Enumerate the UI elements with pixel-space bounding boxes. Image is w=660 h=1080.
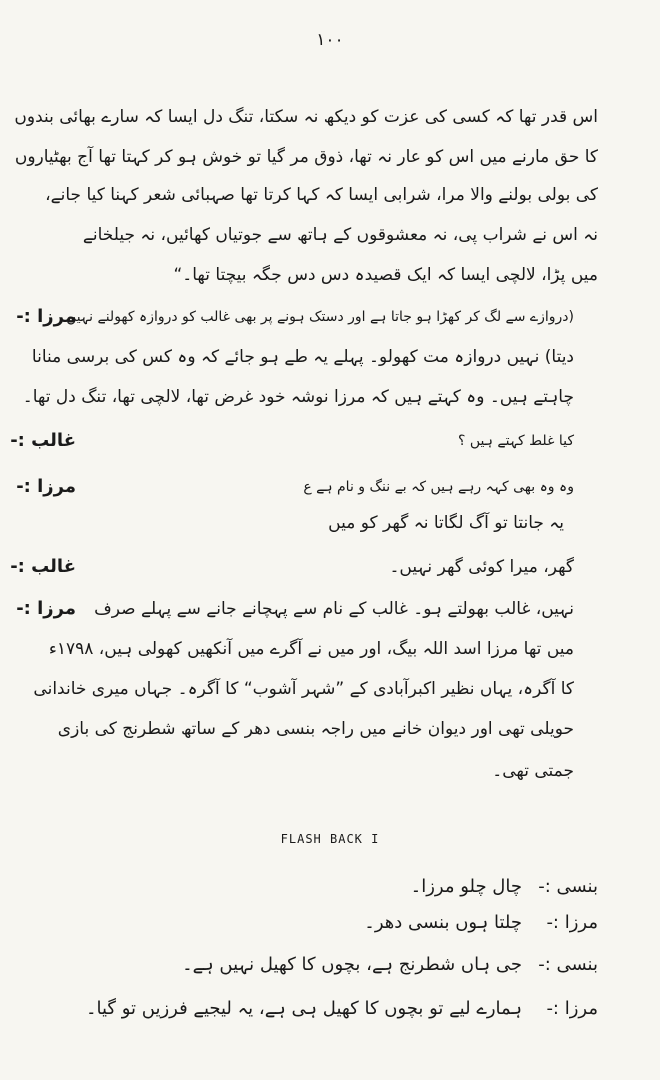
speaker-label: مرزا :- — [546, 912, 598, 933]
paragraph-line: کی بولی بولنے والا مرا، شرابی ایسا کہ کہا کرتا تھا صہبائی شعر کہنا کیا جانے، — [45, 185, 598, 205]
dialogue-line: چاہتے ہیں۔ وہ کہتے ہیں کہ مرزا نوشہ خود غرض تھا، لالچی تھا، تنگ دل تھا۔ — [22, 387, 574, 407]
dialogue-line: کا آگرہ، یہاں نظیر اکبرآبادی کے ”شہر آشوب“ کا آگرہ۔ جہاں میری خاندانی — [33, 679, 574, 699]
page-number: ۱۰۰ — [316, 30, 344, 50]
speaker-label: بنسی :- — [538, 876, 598, 897]
speaker-label: غالب :- — [10, 430, 76, 451]
speaker-label: مرزا :- — [16, 598, 76, 619]
dialogue-line: نہیں، غالب بھولتے ہو۔ غالب کے نام سے پہچانے جانے سے پہلے صرف — [94, 599, 574, 619]
paragraph-line: میں پڑا، لالچی ایسا کہ ایک قصیدہ دس دس جگہ بیچتا تھا۔“ — [173, 265, 598, 285]
verse-line: وہ وہ بھی کہہ رہے ہیں کہ بے ننگ و نام ہے ع — [303, 479, 574, 495]
speaker-label: مرزا :- — [546, 998, 598, 1019]
dialogue-line: جی ہاں شطرنج ہے، بچوں کا کھیل نہیں ہے۔ — [182, 954, 522, 975]
paragraph-line: کا حق مارنے میں اس کو عار نہ تھا، ذوق مر گیا تو خوش ہو کر کہتا تھا آج بھٹیاروں — [14, 147, 598, 167]
speaker-label: غالب :- — [10, 556, 76, 577]
verse-line: یہ جانتا تو آگ لگاتا نہ گھر کو میں — [328, 513, 564, 533]
dialogue-line: ہمارے لیے تو بچوں کا کھیل ہی ہے، یہ لیجیے فرزیں تو گیا۔ — [85, 998, 522, 1019]
dialogue-line: چلتا ہوں بنسی دھر۔ — [364, 912, 522, 933]
speaker-label: مرزا :- — [16, 476, 76, 497]
paragraph-line: اس قدر تھا کہ کسی کی عزت کو دیکھ نہ سکتا، تنگ دل ایسا کہ سارے بھائی بندوں — [14, 107, 598, 127]
dialogue-line: کیا غلط کہتے ہیں ؟ — [457, 433, 574, 449]
dialogue-line: میں تھا مرزا اسد اللہ بیگ، اور میں نے آگرے میں آنکھیں کھولی ہیں، ۱۷۹۸ء — [48, 639, 574, 659]
dialogue-line: چال چلو مرزا۔ — [410, 876, 522, 897]
dialogue-line: حویلی تھی اور دیوان خانے میں راجہ بنسی دھر کے ساتھ شطرنج کی بازی — [57, 719, 574, 739]
dialogue-line: جمتی تھی۔ — [492, 761, 574, 781]
dialogue-line: دیتا) نہیں دروازہ مت کھولو۔ پہلے یہ طے ہو جائے کہ وہ کس کی برسی منانا — [31, 347, 574, 367]
speaker-label: بنسی :- — [538, 954, 598, 975]
speaker-label: مرزا :- — [16, 306, 76, 327]
flashback-label: FLASH BACK I — [280, 832, 380, 846]
paragraph-line: نہ اس نے شراب پی، نہ معشوقوں کے ہاتھ سے جوتیاں کھائیں، نہ جیلخانے — [82, 225, 598, 245]
stage-direction-line: (دروازے سے لگ کر کھڑا ہو جاتا ہے اور دستک ہونے پر بھی غالب کو دروازہ کھولنے نہیں — [66, 309, 574, 325]
dialogue-line: گھر، میرا کوئی گھر نہیں۔ — [389, 557, 574, 577]
